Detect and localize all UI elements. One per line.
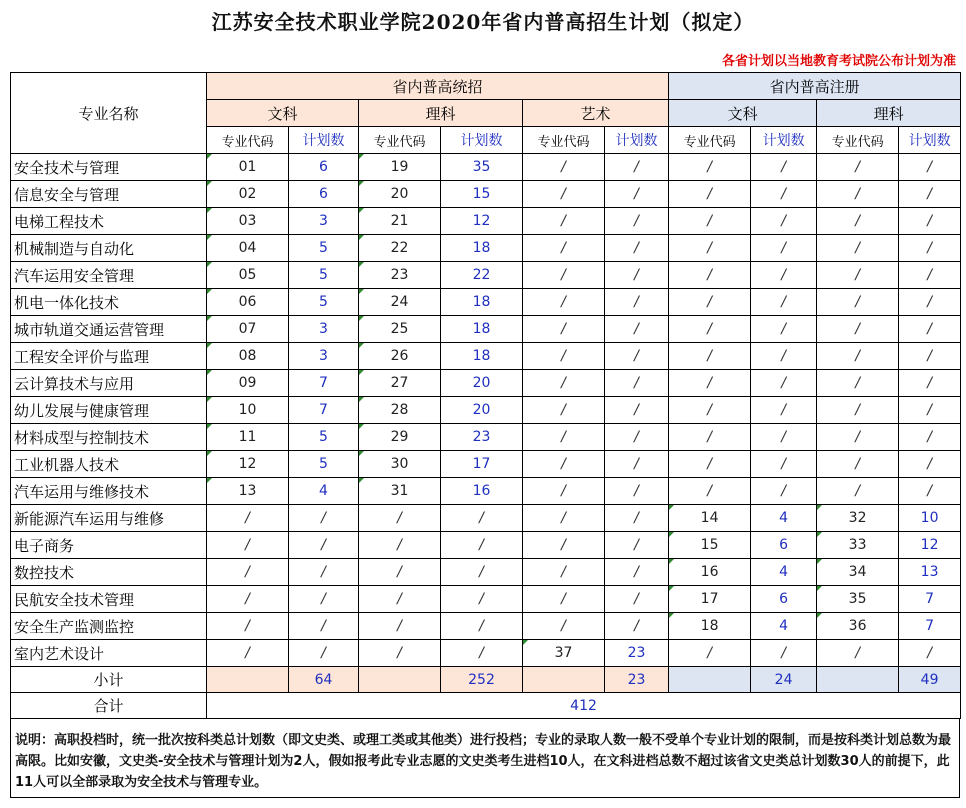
plan-count-cell: / [605,370,669,397]
major-code-cell: 34 [817,559,899,586]
major-code-cell: / [207,640,289,667]
plan-count-cell: 18 [441,316,523,343]
plan-count-cell: 20 [441,397,523,424]
table-row [11,586,961,613]
plan-count-cell: / [605,262,669,289]
major-code-cell: / [817,262,899,289]
major-code-cell: 32 [817,505,899,532]
plan-count-cell: / [441,505,523,532]
major-code-cell: 19 [359,154,441,181]
plan-count-cell: 16 [441,478,523,505]
enrollment-plan-table [10,72,961,719]
major-code-cell: / [669,316,751,343]
plan-count-cell: 4 [289,478,359,505]
major-name: 电子商务 [11,532,207,559]
major-code-cell: / [207,586,289,613]
plan-count-cell: / [751,289,817,316]
plan-count-cell: / [899,181,961,208]
table-row [11,424,961,451]
plan-count-cell: / [289,586,359,613]
major-code-cell: / [523,370,605,397]
table-row [11,289,961,316]
plan-count-cell: / [441,532,523,559]
plan-count-cell: / [899,370,961,397]
col-code-header: 专业代码 [359,127,441,154]
unified-wenke-header: 文科 [207,100,359,127]
plan-count-cell: 7 [899,586,961,613]
major-code-cell: / [817,235,899,262]
major-code-cell: 04 [207,235,289,262]
plan-count-cell: 23 [605,640,669,667]
table-row [11,613,961,640]
major-code-cell: 28 [359,397,441,424]
major-code-cell: 31 [359,478,441,505]
major-name: 汽车运用安全管理 [11,262,207,289]
subtotal-reg-wenke: 24 [751,667,817,693]
plan-count-cell: 18 [441,343,523,370]
plan-count-cell: 5 [289,424,359,451]
plan-count-cell: / [899,235,961,262]
major-code-cell: / [523,181,605,208]
major-code-cell: 11 [207,424,289,451]
plan-count-cell: 3 [289,208,359,235]
major-code-cell: / [523,343,605,370]
major-code-cell: / [359,586,441,613]
major-code-cell: 30 [359,451,441,478]
plan-count-cell: / [289,505,359,532]
plan-count-cell: 4 [751,613,817,640]
plan-count-cell: / [289,559,359,586]
major-code-cell: 12 [207,451,289,478]
plan-count-cell: 6 [751,532,817,559]
major-code-cell: / [523,559,605,586]
subtotal-reg-like: 49 [899,667,961,693]
major-code-cell: 03 [207,208,289,235]
major-code-cell: / [359,613,441,640]
table-row [11,505,961,532]
subtotal-wenke: 64 [289,667,359,693]
major-code-cell: 10 [207,397,289,424]
subtotal-label: 小计 [11,667,207,693]
table-row [11,208,961,235]
subtotal-empty [523,667,605,693]
major-code-cell: 24 [359,289,441,316]
registered-wenke-header: 文科 [669,100,817,127]
plan-count-cell: 18 [441,289,523,316]
major-name: 民航安全技术管理 [11,586,207,613]
major-code-cell: 37 [523,640,605,667]
plan-count-cell: / [605,424,669,451]
plan-count-cell: / [441,559,523,586]
plan-count-cell: / [605,343,669,370]
major-name: 幼儿发展与健康管理 [11,397,207,424]
plan-count-cell: 6 [289,154,359,181]
major-code-cell: 18 [669,613,751,640]
table-row [11,262,961,289]
plan-count-cell: 12 [441,208,523,235]
major-code-cell: / [669,181,751,208]
major-name: 材料成型与控制技术 [11,424,207,451]
major-code-cell: / [523,451,605,478]
major-name: 安全生产监测监控 [11,613,207,640]
plan-count-cell: / [899,640,961,667]
major-code-cell: 26 [359,343,441,370]
plan-count-cell: / [751,316,817,343]
plan-count-cell: / [605,208,669,235]
major-code-cell: / [359,640,441,667]
plan-count-cell: 7 [289,397,359,424]
major-code-cell: / [669,397,751,424]
plan-count-cell: 7 [289,370,359,397]
table-row [11,532,961,559]
major-code-cell: 23 [359,262,441,289]
plan-count-cell: / [899,451,961,478]
col-plan-header: 计划数 [899,127,961,154]
plan-count-cell: 6 [751,586,817,613]
plan-count-cell: / [289,640,359,667]
plan-count-cell: 13 [899,559,961,586]
subtotal-empty [669,667,751,693]
plan-count-cell: / [441,613,523,640]
plan-count-cell: 23 [441,424,523,451]
plan-count-cell: / [605,235,669,262]
total-label: 合计 [11,693,207,719]
plan-count-cell: 5 [289,262,359,289]
plan-count-cell: / [899,397,961,424]
plan-count-cell: / [899,262,961,289]
major-code-cell: / [669,478,751,505]
major-code-cell: 07 [207,316,289,343]
plan-count-cell: / [899,208,961,235]
plan-count-cell: 3 [289,343,359,370]
group-registered-header: 省内普高注册 [669,73,961,100]
major-code-cell: / [817,181,899,208]
major-code-cell: 15 [669,532,751,559]
major-name: 工程安全评价与监理 [11,343,207,370]
major-name: 机械制造与自动化 [11,235,207,262]
major-code-cell: 27 [359,370,441,397]
subtotal-yishu: 23 [605,667,669,693]
plan-count-cell: / [605,505,669,532]
major-code-cell: 17 [669,586,751,613]
major-code-cell: 22 [359,235,441,262]
plan-count-cell: / [605,289,669,316]
major-code-cell: / [523,316,605,343]
major-code-cell: / [817,478,899,505]
top-note: 各省计划以当地教育考试院公布计划为准 [721,54,956,69]
plan-count-cell: / [751,424,817,451]
major-code-cell: / [817,316,899,343]
major-code-cell: / [669,424,751,451]
total-value: 412 [207,693,961,719]
table-row [11,316,961,343]
major-name: 城市轨道交通运营管理 [11,316,207,343]
major-name: 汽车运用与维修技术 [11,478,207,505]
major-code-cell: / [669,208,751,235]
major-code-cell: 36 [817,613,899,640]
plan-count-cell: 10 [899,505,961,532]
major-code-cell: / [523,154,605,181]
explanation-note: 说明：高职投档时，统一批次按科类总计划数（即文史类、或理工类或其他类）进行投档；专业的录取人数一般不受单个专业计划的限制，而是按科类计划总数为最高限。比如安徽，文史类-安全技术与管理计划为2人，假如报考此专业志愿的文史类考生进档10人，在文科进档总数不超过该省文史类总计划数30人的前提下，此11人可以全部录取为安全技术与管理专业。 [10,718,960,798]
major-name-header: 专业名称 [11,73,207,154]
plan-count-cell: / [605,181,669,208]
major-code-cell: / [669,640,751,667]
table-row [11,559,961,586]
major-code-cell: / [207,505,289,532]
plan-count-cell: / [289,613,359,640]
plan-count-cell: 3 [289,316,359,343]
major-code-cell: / [817,154,899,181]
major-name: 安全技术与管理 [11,154,207,181]
major-name: 信息安全与管理 [11,181,207,208]
table-row [11,370,961,397]
major-code-cell: / [523,532,605,559]
subtotal-empty [359,667,441,693]
plan-count-cell: / [751,397,817,424]
major-name: 机电一体化技术 [11,289,207,316]
col-plan-header: 计划数 [289,127,359,154]
major-code-cell: 02 [207,181,289,208]
major-name: 新能源汽车运用与维修 [11,505,207,532]
plan-count-cell: / [289,532,359,559]
major-code-cell: 13 [207,478,289,505]
page-title: 江苏安全技术职业学院2020年省内普高招生计划（拟定） [211,10,755,34]
table-row [11,343,961,370]
major-code-cell: 08 [207,343,289,370]
plan-count-cell: / [751,181,817,208]
registered-like-header: 理科 [817,100,961,127]
major-code-cell: 01 [207,154,289,181]
major-code-cell: / [669,235,751,262]
col-plan-header: 计划数 [441,127,523,154]
major-code-cell: 29 [359,424,441,451]
table-row [11,154,961,181]
major-code-cell: / [523,424,605,451]
major-code-cell: / [523,586,605,613]
plan-count-cell: / [751,262,817,289]
table-row [11,478,961,505]
plan-count-cell: 12 [899,532,961,559]
plan-count-cell: 18 [441,235,523,262]
major-code-cell: 09 [207,370,289,397]
plan-count-cell: / [605,613,669,640]
plan-count-cell: / [751,640,817,667]
plan-count-cell: / [751,208,817,235]
major-code-cell: / [669,262,751,289]
major-code-cell: / [207,532,289,559]
major-code-cell: 14 [669,505,751,532]
major-code-cell: / [523,505,605,532]
col-code-header: 专业代码 [669,127,751,154]
table-row [11,235,961,262]
plan-count-cell: 20 [441,370,523,397]
major-code-cell: / [669,451,751,478]
major-code-cell: 20 [359,181,441,208]
plan-count-cell: / [441,586,523,613]
major-code-cell: / [523,208,605,235]
major-code-cell: / [523,289,605,316]
plan-count-cell: / [899,478,961,505]
plan-count-cell: / [441,640,523,667]
plan-count-cell: / [751,478,817,505]
major-code-cell: / [523,235,605,262]
plan-count-cell: / [605,154,669,181]
col-code-header: 专业代码 [523,127,605,154]
plan-count-cell: / [751,343,817,370]
table-row [11,181,961,208]
major-code-cell: / [523,613,605,640]
plan-count-cell: 4 [751,559,817,586]
plan-count-cell: 4 [751,505,817,532]
major-code-cell: 25 [359,316,441,343]
major-name: 数控技术 [11,559,207,586]
major-code-cell: / [817,289,899,316]
major-code-cell: / [669,370,751,397]
plan-count-cell: / [605,559,669,586]
plan-count-cell: / [751,451,817,478]
major-name: 电梯工程技术 [11,208,207,235]
table-row [11,640,961,667]
major-code-cell: / [669,289,751,316]
plan-count-cell: 35 [441,154,523,181]
major-code-cell: / [523,397,605,424]
plan-count-cell: 17 [441,451,523,478]
plan-count-cell: / [605,586,669,613]
major-code-cell: 05 [207,262,289,289]
major-code-cell: 06 [207,289,289,316]
major-code-cell: / [817,370,899,397]
major-code-cell: / [817,208,899,235]
plan-count-cell: 7 [899,613,961,640]
major-code-cell: / [207,613,289,640]
plan-count-cell: / [899,343,961,370]
plan-count-cell: / [605,397,669,424]
unified-like-header: 理科 [359,100,523,127]
major-code-cell: / [359,505,441,532]
plan-count-cell: 5 [289,289,359,316]
col-code-header: 专业代码 [207,127,289,154]
col-code-header: 专业代码 [817,127,899,154]
plan-count-cell: / [605,451,669,478]
major-code-cell: 16 [669,559,751,586]
plan-count-cell: / [899,316,961,343]
major-code-cell: / [523,478,605,505]
plan-count-cell: 22 [441,262,523,289]
major-name: 工业机器人技术 [11,451,207,478]
table-row [11,451,961,478]
major-name: 室内艺术设计 [11,640,207,667]
major-code-cell: / [817,397,899,424]
major-code-cell: / [207,559,289,586]
plan-count-cell: 6 [289,181,359,208]
plan-count-cell: / [751,154,817,181]
major-code-cell: / [817,424,899,451]
major-code-cell: / [817,451,899,478]
major-code-cell: 33 [817,532,899,559]
major-code-cell: / [669,154,751,181]
subtotal-empty [207,667,289,693]
plan-count-cell: 5 [289,235,359,262]
col-plan-header: 计划数 [751,127,817,154]
table-body [11,154,961,667]
table-row [11,397,961,424]
major-code-cell: 21 [359,208,441,235]
major-name: 云计算技术与应用 [11,370,207,397]
plan-count-cell: / [899,424,961,451]
subtotal-like: 252 [441,667,523,693]
plan-count-cell: / [605,478,669,505]
major-code-cell: / [359,532,441,559]
plan-count-cell: 5 [289,451,359,478]
subtotal-empty [817,667,899,693]
group-unified-header: 省内普高统招 [207,73,669,100]
major-code-cell: / [359,559,441,586]
col-plan-header: 计划数 [605,127,669,154]
major-code-cell: 35 [817,586,899,613]
plan-count-cell: / [605,316,669,343]
plan-count-cell: / [899,154,961,181]
plan-count-cell: / [751,235,817,262]
plan-count-cell: 15 [441,181,523,208]
unified-yishu-header: 艺术 [523,100,669,127]
plan-count-cell: / [751,370,817,397]
major-code-cell: / [523,262,605,289]
major-code-cell: / [669,343,751,370]
plan-count-cell: / [605,532,669,559]
major-code-cell: / [817,343,899,370]
plan-count-cell: / [899,289,961,316]
major-code-cell: / [817,640,899,667]
